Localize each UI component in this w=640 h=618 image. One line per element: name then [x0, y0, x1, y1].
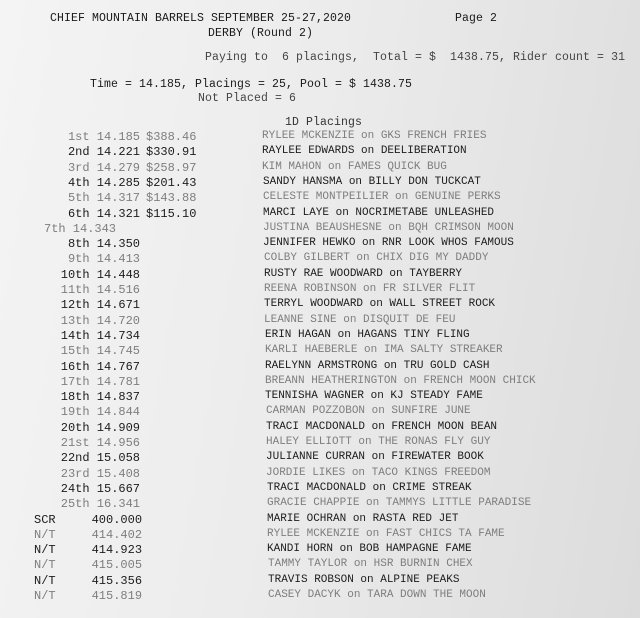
rider-horse: ERIN HAGAN on HAGANS TINY FLING	[265, 328, 470, 341]
rider-horse: KARLI HAEBERLE on IMA SALTY STREAKER	[265, 344, 503, 357]
rider-horse: COLBY GILBERT on CHIX DIG MY DADDY	[264, 252, 489, 265]
event-name: DERBY (Round 2)	[208, 27, 314, 40]
placing-time: 3rd 14.279	[67, 160, 140, 175]
payout-amount: $330.91	[146, 145, 197, 160]
rider-horse: KIM MAHON on FAMES QUICK BUG	[262, 160, 447, 173]
payout-amount: $258.97	[146, 160, 197, 175]
payout-amount: $388.46	[146, 130, 197, 144]
not-placed-summary: Not Placed = 6	[198, 92, 297, 105]
rider-horse: TENNISHA WAGNER on KJ STEADY FAME	[265, 390, 483, 403]
placing-time: N/T 415.819	[34, 589, 143, 603]
rider-horse: TRACI MACDONALD on FRENCH MOON BEAN	[266, 420, 498, 433]
placing-time: 1st 14.185	[67, 130, 140, 144]
rider-horse: MARIE OCHRAN on RASTA RED JET	[267, 512, 459, 525]
placing-time: 9th 14.413	[67, 252, 140, 267]
paying-summary: Paying to 6 placings, Total = $ 1438.75, Rider count = 31	[205, 51, 626, 64]
placing-time: 2nd 14.221	[67, 145, 140, 160]
rider-horse: BREANN HEATHERINGTON on FRENCH MOON CHICK	[265, 374, 536, 387]
rider-horse: RUSTY RAE WOODWARD on TAYBERRY	[264, 267, 463, 280]
placing-time: 12th 14.671	[60, 298, 140, 313]
rider-horse: RYLEE MCKENZIE on FAST CHICS TA FAME	[267, 527, 505, 540]
payout-amount: $201.43	[146, 175, 197, 190]
rider-horse: JENNIFER HEWKO on RNR LOOK WHOS FAMOUS	[263, 237, 514, 250]
rider-horse: SANDY HANSMA on BILLY DON TUCKCAT	[263, 175, 481, 188]
placing-time: 25th 16.341	[60, 497, 140, 512]
time-summary: Time = 14.185, Placings = 25, Pool = $ 1438.75	[90, 78, 413, 91]
rider-horse: CELESTE MONTPEILIER on GENUINE PERKS	[263, 191, 501, 204]
rider-horse: TERRYL WOODWARD on WALL STREET ROCK	[264, 298, 496, 311]
placing-time: N/T 415.005	[34, 558, 143, 573]
placing-time: 24th 15.667	[60, 481, 140, 496]
placing-time: 5th 14.317	[67, 191, 140, 206]
placing-time: 21st 14.956	[60, 436, 140, 450]
placing-time: 8th 14.350	[67, 237, 140, 252]
placing-time: 22nd 15.058	[60, 451, 140, 466]
rider-horse: REENA ROBINSON on FR SILVER FLIT	[264, 283, 476, 295]
rider-horse: LEANNE SINE on DISQUIT DE FEU	[264, 313, 456, 326]
rider-horse: CASEY DACYK on TARA DOWN THE MOON	[268, 589, 486, 601]
rider-horse: RAELYNN ARMSTRONG on TRU GOLD CASH	[265, 359, 490, 372]
placing-time: N/T 415.356	[34, 573, 143, 588]
placing-time: 20th 14.909	[60, 420, 140, 435]
placing-time: 18th 14.837	[60, 390, 140, 405]
rider-horse: RYLEE MCKENZIE on GKS FRENCH FRIES	[262, 130, 487, 142]
section-title: 1D Placings	[285, 116, 363, 129]
placing-time: 10th 14.448	[60, 267, 140, 282]
placing-time: 7th 14.343	[44, 221, 117, 236]
placing-time: 15th 14.745	[60, 344, 140, 359]
placing-time: SCR 400.000	[34, 512, 143, 527]
rider-horse: JORDIE LIKES on TACO KINGS FREEDOM	[266, 466, 491, 479]
placing-time: 4th 14.285	[67, 175, 140, 190]
rider-horse: HALEY ELLIOTT on THE RONAS FLY GUY	[266, 436, 491, 448]
rider-horse: GRACIE CHAPPIE on TAMMYS LITTLE PARADISE	[267, 497, 532, 510]
placing-time: 11th 14.516	[60, 283, 140, 297]
rider-horse: TRACI MACDONALD on CRIME STREAK	[267, 481, 472, 494]
document-title: CHIEF MOUNTAIN BARRELS SEPTEMBER 25-27,2020	[50, 12, 352, 25]
payout-amount: $115.10	[146, 206, 197, 221]
rider-horse: MARCI LAYE on NOCRIMETABE UNLEASHED	[263, 206, 495, 219]
placing-time: 13th 14.720	[60, 313, 140, 328]
rider-horse: CARMAN POZZOBON on SUNFIRE JUNE	[266, 405, 471, 418]
placing-time: N/T 414.402	[34, 527, 143, 542]
placing-time: 6th 14.321	[67, 206, 140, 221]
placing-time: 19th 14.844	[60, 405, 140, 420]
placing-time: 23rd 15.408	[60, 466, 140, 481]
rider-horse: TRAVIS ROBSON on ALPINE PEAKS	[268, 573, 460, 586]
rider-horse: JUSTINA BEAUSHESNE on BQH CRIMSON MOON	[263, 221, 514, 234]
placing-time: 16th 14.767	[60, 359, 140, 374]
placing-time: 14th 14.734	[60, 328, 140, 343]
rider-horse: KANDI HORN on BOB HAMPAGNE FAME	[267, 543, 472, 556]
placing-time: N/T 414.923	[34, 543, 143, 558]
page-number: Page 2	[455, 12, 498, 25]
rider-horse: JULIANNE CURRAN on FIREWATER BOOK	[266, 451, 484, 464]
placing-time: 17th 14.781	[60, 374, 140, 389]
rider-horse: RAYLEE EDWARDS on DEELIBERATION	[262, 145, 467, 158]
payout-amount: $143.88	[146, 191, 197, 206]
rider-horse: TAMMY TAYLOR on HSR BURNIN CHEX	[268, 558, 473, 571]
